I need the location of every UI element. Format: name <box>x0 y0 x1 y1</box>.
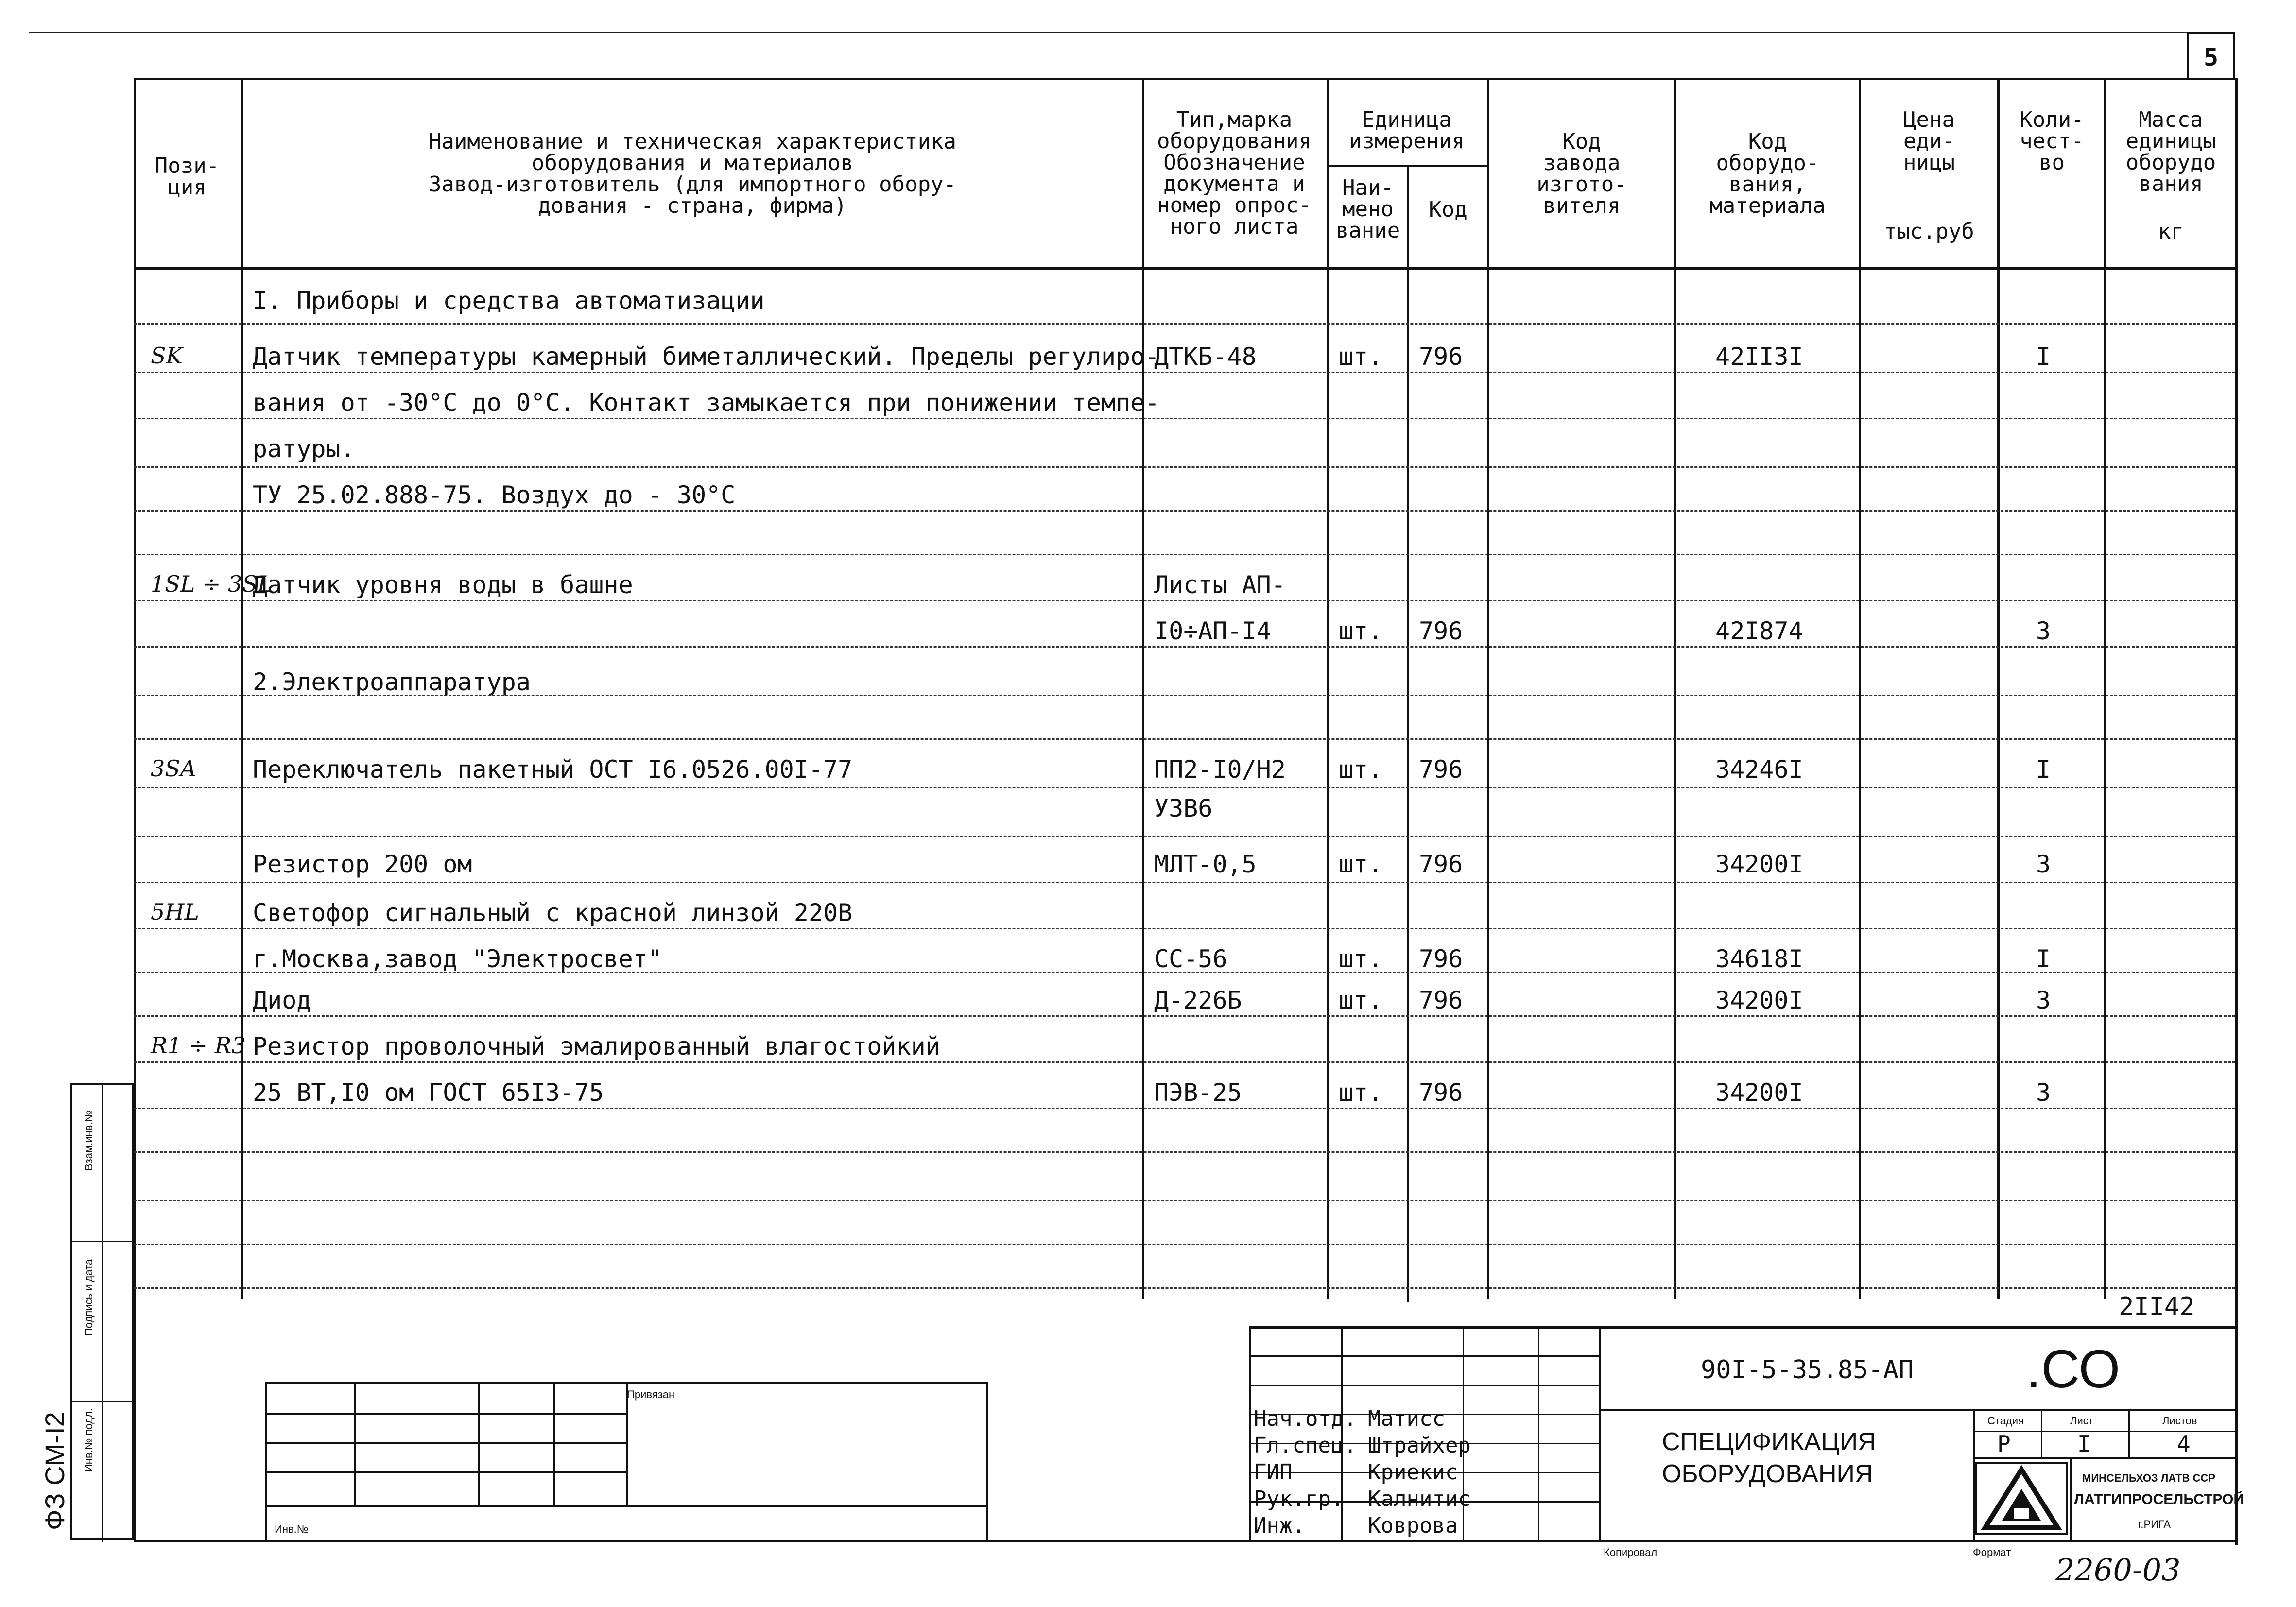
row-name: Датчик температуры камерный биметаллический. Пределы регулиро- <box>253 342 1160 371</box>
row-quantity: I <box>2036 342 2051 371</box>
row-separator <box>134 1200 2235 1201</box>
header-unit-code: Код <box>1429 197 1467 222</box>
frame-top <box>29 32 2187 33</box>
row-name: I. Приборы и средства автоматизации <box>253 287 765 315</box>
row-type: У3В6 <box>1154 794 1213 822</box>
row-type: I0÷АП-I4 <box>1154 617 1271 645</box>
row-type: МЛТ-0,5 <box>1154 850 1257 878</box>
copied-label: Копировал <box>1604 1546 1657 1558</box>
row-quantity: 3 <box>2036 617 2051 645</box>
row-unit: шт. <box>1339 850 1383 878</box>
row-equip-code: 34200I <box>1715 986 1803 1014</box>
approved-label: Привязан <box>627 1388 675 1401</box>
row-unit-code: 796 <box>1419 617 1463 645</box>
row-unit: шт. <box>1339 945 1383 973</box>
row-type: СС-56 <box>1154 945 1227 973</box>
row-separator <box>134 418 2235 419</box>
organization-city: г.РИГА <box>2138 1518 2171 1530</box>
document-suffix: .СО <box>2026 1339 2121 1399</box>
row-quantity: 3 <box>2036 1078 2051 1107</box>
document-title: СПЕЦИФИКАЦИЯ ОБОРУДОВАНИЯ <box>1662 1428 1876 1488</box>
document-code: 90I-5-35.85-АП <box>1701 1355 1914 1385</box>
table-top-line <box>134 78 2235 80</box>
tb-line-stage-v2 <box>2128 1409 2130 1457</box>
row-separator <box>134 928 2235 929</box>
row-position: 1SL ÷ 3SL <box>151 571 273 597</box>
row-unit: шт. <box>1339 617 1383 645</box>
stage-label: Стадия <box>1987 1415 2024 1427</box>
tb-line-stage-h2 <box>1973 1457 2235 1459</box>
row-equip-code: 34200I <box>1715 850 1803 878</box>
row-name: г.Москва,завод "Электросвет" <box>253 945 662 973</box>
tb-line-doc <box>1599 1326 1601 1540</box>
row-separator <box>134 1151 2235 1153</box>
row-separator <box>134 836 2235 837</box>
row-position: 5HL <box>151 899 199 925</box>
row-separator <box>134 466 2235 468</box>
col-line-9 <box>2104 80 2106 1299</box>
header-price: Цена еди- ницы <box>1903 107 1955 175</box>
col-line-7 <box>1859 80 1861 1299</box>
tb-line-stage-h <box>1973 1431 2235 1432</box>
margin-label-inv: Инв.№ подл. <box>83 1408 95 1472</box>
row-equip-code: 34618I <box>1715 945 1803 973</box>
header-name: Наименование и техническая характеристика оборудования и материалов Завод-изготовитель (для импортного обору- дования - страна, фирма) <box>428 129 957 218</box>
page-number: 5 <box>2203 43 2219 71</box>
row-separator <box>134 323 2235 325</box>
row-name: ратуры. <box>253 435 355 463</box>
row-position: 3SA <box>151 755 196 782</box>
row-unit-code: 796 <box>1419 945 1463 973</box>
tb-line-stage-v1 <box>2041 1409 2042 1457</box>
sheet-label: Лист <box>2070 1415 2093 1427</box>
row-name: Резистор проволочный эмалированный влагостойкий <box>253 1032 940 1060</box>
frame-right <box>2235 78 2238 1545</box>
tb-line-logo <box>2070 1457 2072 1540</box>
row-name: Переключатель пакетный ОСТ I6.0526.00I-77 <box>253 755 853 784</box>
header-quantity: Коли- чест- во <box>2020 107 2084 175</box>
row-separator <box>134 738 2235 740</box>
row-quantity: 3 <box>2036 986 2051 1014</box>
row-type: Д-226Б <box>1154 986 1242 1014</box>
signature-role: Рук.гр. <box>1254 1487 1344 1511</box>
row-quantity: 3 <box>2036 850 2051 878</box>
signature-name: Матисс <box>1368 1406 1445 1431</box>
signature-name: Штрайхер <box>1368 1433 1471 1458</box>
row-name: 2.Электроаппаратура <box>253 668 531 696</box>
row-separator <box>134 646 2235 648</box>
header-price-unit: тыс.руб <box>1884 219 1974 244</box>
row-equip-code: 34200I <box>1715 1078 1803 1107</box>
col-line-2 <box>1142 80 1144 1299</box>
header-unit: Единица измерения <box>1348 107 1465 154</box>
row-name: Светофор сигнальный с красной линзой 220В <box>253 899 853 927</box>
row-type: ПП2-I0/Н2 <box>1154 755 1286 784</box>
col-line-3 <box>1327 80 1329 1299</box>
row-separator <box>134 1244 2235 1245</box>
row-name: Резистор 200 ом <box>253 850 472 878</box>
sheets-value: 4 <box>2177 1431 2191 1457</box>
header-bottom-line <box>134 267 2235 270</box>
header-position: Пози- ция <box>155 154 220 200</box>
row-separator <box>134 1108 2235 1109</box>
row-equip-code: 34246I <box>1715 755 1803 784</box>
header-equip-code: Код оборудо- вания, материала <box>1709 129 1826 218</box>
frame-left <box>134 78 136 1542</box>
row-unit: шт. <box>1339 1078 1383 1107</box>
row-equip-code: 42I874 <box>1715 617 1803 645</box>
row-unit-code: 796 <box>1419 1078 1463 1107</box>
row-separator <box>134 882 2235 883</box>
row-name: Датчик уровня воды в башне <box>253 571 633 599</box>
format-label: Формат <box>1973 1546 2011 1558</box>
signature-role: Нач.отд. <box>1254 1406 1357 1431</box>
col-line-4 <box>1407 165 1409 1302</box>
organization-ministry: МИНСЕЛЬХОЗ ЛАТВ ССР <box>2082 1472 2215 1484</box>
row-unit-code: 796 <box>1419 850 1463 878</box>
margin-stamp <box>70 1083 134 1540</box>
row-unit-code: 796 <box>1419 755 1463 784</box>
organization-logo <box>1975 1462 2068 1535</box>
row-name: ТУ 25.02.888-75. Воздух до - 30°С <box>253 481 736 509</box>
header-mass-unit: кг <box>2158 219 2184 244</box>
row-unit: шт. <box>1339 342 1383 371</box>
row-separator <box>134 600 2235 601</box>
sheet-value: I <box>2077 1431 2091 1457</box>
row-quantity: I <box>2036 945 2051 973</box>
row-type: ПЭВ-25 <box>1154 1078 1242 1107</box>
row-separator <box>134 554 2235 555</box>
col-line-5 <box>1487 80 1489 1299</box>
row-separator <box>134 1061 2235 1063</box>
signature-name: Коврова <box>1368 1513 1458 1538</box>
signature-role: Гл.спец. <box>1254 1433 1357 1458</box>
col-line-1 <box>241 80 243 1299</box>
page-number-box <box>2187 32 2235 80</box>
stage-value: Р <box>1997 1431 2011 1457</box>
header-mass: Масса единицы оборудо вания <box>2125 107 2216 196</box>
sheets-label: Листов <box>2162 1415 2197 1427</box>
row-position: R1 ÷ R3 <box>151 1032 246 1059</box>
row-unit: шт. <box>1339 755 1383 784</box>
row-position: SK <box>151 342 183 369</box>
row-quantity: I <box>2036 755 2051 784</box>
row-name: 25 ВТ,I0 ом ГОСТ 65I3-75 <box>253 1078 604 1107</box>
row-separator <box>134 372 2235 373</box>
row-type: ДТКБ-48 <box>1154 342 1257 371</box>
margin-label-replace: Взам.инв.№ <box>83 1110 95 1171</box>
row-unit-code: 796 <box>1419 986 1463 1014</box>
signature-role: ГИП <box>1254 1460 1293 1485</box>
row-type: Листы АП- <box>1154 571 1286 599</box>
row-separator <box>134 1287 2235 1289</box>
organization-name: ЛАТГИПРОСЕЛЬСТРОЙ <box>2074 1491 2244 1507</box>
row-equip-code: 42II3I <box>1715 342 1803 371</box>
tb-line-stage <box>1973 1409 1975 1540</box>
inventory-label: Инв.№ <box>275 1523 309 1535</box>
row-unit-code: 796 <box>1419 342 1463 371</box>
col-line-6 <box>1674 80 1676 1299</box>
signature-role: Инж. <box>1254 1513 1305 1538</box>
row-name: вания от -30°С до 0°С. Контакт замыкается при понижении темпе- <box>253 389 1160 417</box>
row-separator <box>134 1015 2235 1017</box>
header-type: Тип,марка оборудования Обозначение документа и номер опрос- ного листа <box>1157 107 1312 239</box>
header-plant-code: Код завода изгото- вителя <box>1536 129 1627 218</box>
margin-labels <box>83 1083 102 1540</box>
approval-block <box>265 1382 988 1542</box>
sheet-reference: 2II42 <box>2119 1292 2195 1321</box>
margin-label-sign: Подпись и дата <box>83 1259 95 1336</box>
tb-line-h1 <box>1599 1409 2235 1411</box>
margin-code: ФЗ СМ-I2 <box>39 1412 70 1530</box>
header-unit-name: Наи- мено вание <box>1335 175 1400 243</box>
col-line-8 <box>1997 80 2000 1299</box>
row-unit: шт. <box>1339 986 1383 1014</box>
row-name: Диод <box>253 986 311 1014</box>
handwritten-number: 2260-03 <box>2055 1552 2181 1588</box>
row-separator <box>134 787 2235 788</box>
signature-name: Криекис <box>1368 1460 1458 1485</box>
signature-name: Калнитис <box>1368 1487 1471 1511</box>
row-separator <box>134 510 2235 512</box>
